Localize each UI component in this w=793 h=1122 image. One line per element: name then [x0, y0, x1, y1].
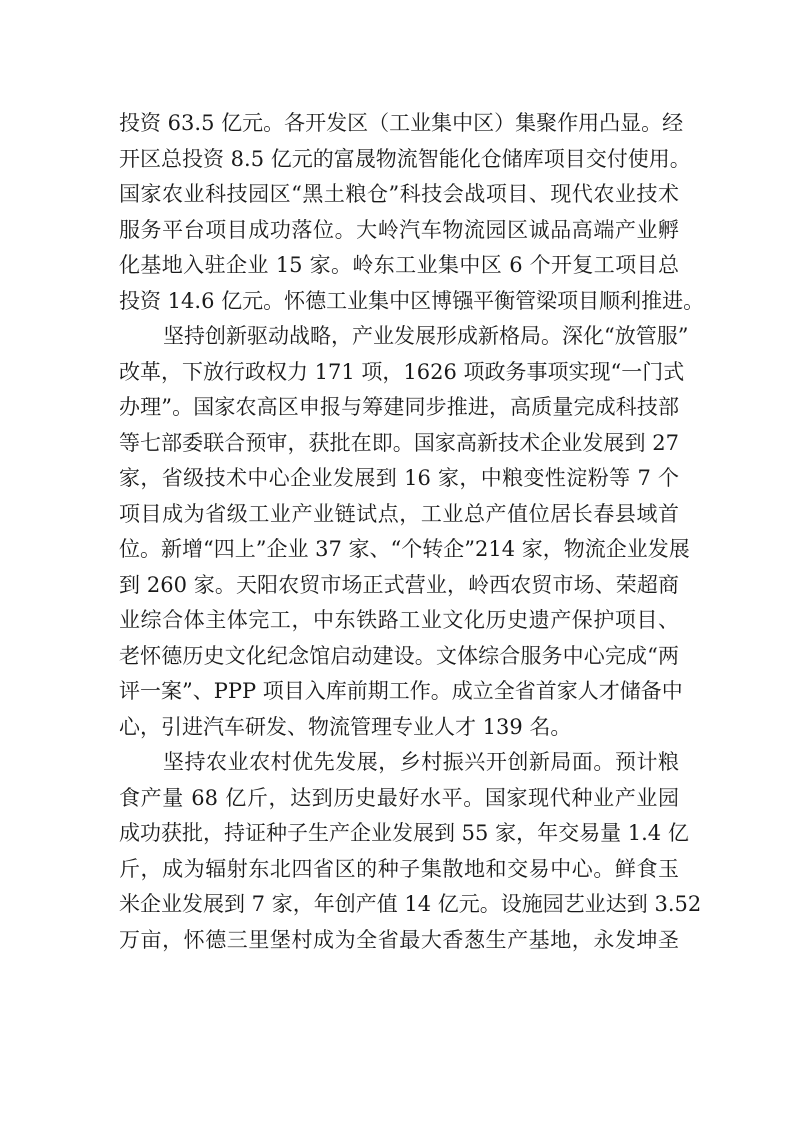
text-line: 万亩，怀德三里堡村成为全省最大香葱生产基地，永发坤圣 — [119, 927, 679, 952]
document-page — [119, 106, 705, 958]
text-line: 投资 14.6 亿元。怀德工业集中区博镪平衡管梁项目顺利推进。 — [119, 288, 705, 313]
text-line: 改革，下放行政权力 171 项，1626 项政务事项实现“一门式 — [119, 359, 685, 384]
text-line: 办理”。国家农高区申报与筹建同步推进，高质量完成科技部 — [119, 395, 679, 419]
text-line: 位。新增“四上”企业 37 家、“个转企”214 家，物流企业发展 — [119, 537, 690, 561]
text-line: 成功获批，持证种子生产企业发展到 55 家，年交易量 1.4 亿 — [119, 821, 689, 845]
text-line: 服务平台项目成功落位。大岭汽车物流园区诚品高端产业孵 — [119, 217, 679, 242]
paragraph-start-line: 坚持创新驱动战略，产业发展形成新格局。深化“放管服” — [163, 324, 689, 348]
text-line: 评一案”、PPP 项目入库前期工作。成立全省首家人才储备中 — [119, 679, 683, 703]
text-line: 老怀德历史文化纪念馆启动建设。文体综合服务中心完成“两 — [119, 643, 679, 668]
text-line: 到 260 家。天阳农贸市场正式营业，岭西农贸市场、荣超商 — [119, 572, 679, 597]
text-line: 食产量 68 亿斤，达到历史最好水平。国家现代种业产业园 — [119, 785, 679, 810]
text-line: 开区总投资 8.5 亿元的富晟物流智能化仓储库项目交付使用。 — [119, 146, 691, 171]
text-line: 家，省级技术中心企业发展到 16 家，中粮变性淀粉等 7 个 — [119, 466, 679, 490]
paragraph-end-line: 心，引进汽车研发、物流管理专业人才 139 名。 — [119, 714, 572, 739]
text-line: 投资 63.5 亿元。各开发区（工业集中区）集聚作用凸显。经 — [119, 111, 684, 135]
text-line: 化基地入驻企业 15 家。岭东工业集中区 6 个开复工项目总 — [119, 253, 679, 277]
text-line: 业综合体主体完工，中东铁路工业文化历史遗产保护项目、 — [119, 608, 679, 632]
text-line: 等七部委联合预审，获批在即。国家高新技术企业发展到 27 — [119, 430, 679, 455]
text-line: 国家农业科技园区“黑土粮仓”科技会战项目、现代农业技术 — [119, 182, 679, 206]
text-line: 斤，成为辐射东北四省区的种子集散地和交易中心。鲜食玉 — [119, 856, 679, 881]
text-line: 项目成为省级工业产业链试点，工业总产值位居长春县域首 — [119, 501, 679, 526]
text-line: 米企业发展到 7 家，年创产值 14 亿元。设施园艺业达到 3.52 — [119, 892, 702, 916]
paragraph-start-line: 坚持农业农村优先发展，乡村振兴开创新局面。预计粮 — [163, 750, 679, 774]
